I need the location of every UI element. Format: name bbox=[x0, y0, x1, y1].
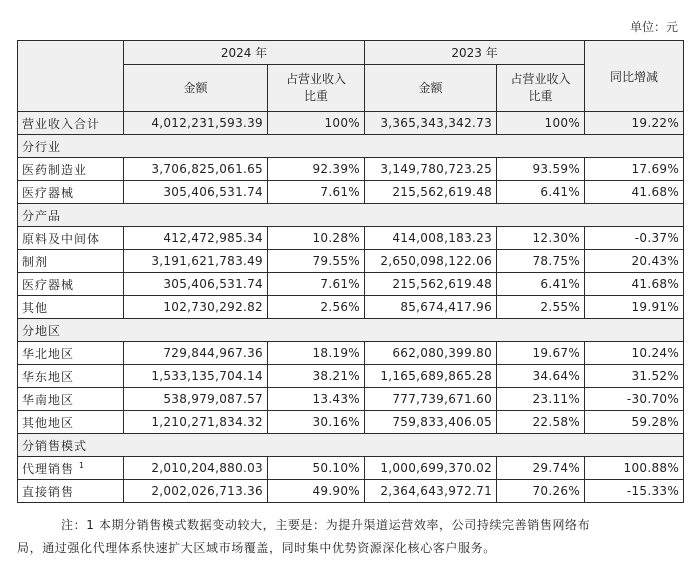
row-label: 原料及中间体 bbox=[22, 231, 101, 246]
row-label-cell bbox=[18, 181, 124, 204]
row-label-cell bbox=[18, 457, 124, 480]
table-row bbox=[18, 273, 684, 296]
table-row bbox=[18, 411, 684, 434]
yoy-cell: 17.69% bbox=[585, 158, 684, 181]
share-2024-cell: 7.61% bbox=[268, 273, 365, 296]
amount-2024-cell: 2,002,026,713.36 bbox=[124, 480, 268, 503]
total-row bbox=[18, 112, 684, 135]
amount-2023-cell: 2,650,098,122.06 bbox=[365, 250, 497, 273]
amount-2024-cell: 3,191,621,783.49 bbox=[124, 250, 268, 273]
amount-2023-cell: 85,674,417.96 bbox=[365, 296, 497, 319]
row-label-cell bbox=[18, 296, 124, 319]
amount-2023-cell: 2,364,643,972.71 bbox=[365, 480, 497, 503]
share-2024-cell: 18.19% bbox=[268, 342, 365, 365]
row-label-cell bbox=[18, 250, 124, 273]
footnote-marker: 1 bbox=[78, 460, 85, 470]
share-2023-cell: 23.11% bbox=[497, 388, 585, 411]
share-2023-cell: 2.55% bbox=[497, 296, 585, 319]
yoy-cell: 100.88% bbox=[585, 457, 684, 480]
share-2023-cell: 6.41% bbox=[497, 181, 585, 204]
row-label: 医疗器械 bbox=[22, 185, 75, 200]
row-label: 其他 bbox=[22, 300, 49, 315]
header-share-2024: 占营业收入比重 bbox=[268, 65, 365, 112]
share-2023-cell: 78.75% bbox=[497, 250, 585, 273]
amount-2023-cell: 1,165,689,865.28 bbox=[365, 365, 497, 388]
amount-2023-cell: 414,008,183.23 bbox=[365, 227, 497, 250]
section-title: 分销售模式 bbox=[18, 434, 684, 457]
footnote-line-1: 注：1 本期分销售模式数据变动较大，主要是：为提升渠道运营效率，公司持续完善销售网络布 bbox=[61, 518, 591, 532]
yoy-cell: 19.22% bbox=[585, 112, 684, 135]
row-label-cell bbox=[18, 273, 124, 296]
revenue-breakdown-table bbox=[17, 40, 684, 503]
share-2024-cell: 100% bbox=[268, 112, 365, 135]
yoy-cell: 31.52% bbox=[585, 365, 684, 388]
share-2024-cell: 50.10% bbox=[268, 457, 365, 480]
table-body bbox=[18, 112, 684, 503]
share-2024-cell: 10.28% bbox=[268, 227, 365, 250]
row-label: 华东地区 bbox=[22, 369, 75, 384]
amount-2024-cell: 305,406,531.74 bbox=[124, 273, 268, 296]
amount-2023-cell: 1,000,699,370.02 bbox=[365, 457, 497, 480]
share-2024-cell: 38.21% bbox=[268, 365, 365, 388]
row-label: 代理销售 bbox=[22, 461, 75, 476]
amount-2024-cell: 1,210,271,834.32 bbox=[124, 411, 268, 434]
row-label: 医疗器械 bbox=[22, 277, 75, 292]
table-row bbox=[18, 181, 684, 204]
yoy-cell: 19.91% bbox=[585, 296, 684, 319]
row-label: 制剂 bbox=[22, 254, 49, 269]
table-row bbox=[18, 388, 684, 411]
header-amount-2024: 金额 bbox=[124, 65, 268, 112]
yoy-cell: 41.68% bbox=[585, 181, 684, 204]
header-share-2023: 占营业收入比重 bbox=[497, 65, 585, 112]
row-label: 医药制造业 bbox=[22, 162, 88, 177]
header-amount-2023: 金额 bbox=[365, 65, 497, 112]
amount-2023-cell: 662,080,399.80 bbox=[365, 342, 497, 365]
yoy-cell: 41.68% bbox=[585, 273, 684, 296]
table-row bbox=[18, 227, 684, 250]
section-header-row bbox=[18, 204, 684, 227]
share-2023-cell: 93.59% bbox=[497, 158, 585, 181]
amount-2024-cell: 538,979,087.57 bbox=[124, 388, 268, 411]
share-2023-cell: 70.26% bbox=[497, 480, 585, 503]
row-label: 华南地区 bbox=[22, 392, 75, 407]
header-year-2023: 2023 年 bbox=[365, 41, 585, 65]
share-2023-cell: 34.64% bbox=[497, 365, 585, 388]
row-label-cell bbox=[18, 365, 124, 388]
amount-2024-cell: 729,844,967.36 bbox=[124, 342, 268, 365]
table-row bbox=[18, 480, 684, 503]
row-label-cell bbox=[18, 227, 124, 250]
share-2023-cell: 19.67% bbox=[497, 342, 585, 365]
section-title: 分产品 bbox=[18, 204, 684, 227]
header-blank-cell bbox=[18, 41, 124, 112]
row-label-cell bbox=[18, 411, 124, 434]
section-title: 分行业 bbox=[18, 135, 684, 158]
share-2024-cell: 92.39% bbox=[268, 158, 365, 181]
header-row-years bbox=[18, 41, 684, 65]
row-label: 营业收入合计 bbox=[18, 112, 124, 135]
yoy-cell: 59.28% bbox=[585, 411, 684, 434]
share-2023-cell: 29.74% bbox=[497, 457, 585, 480]
amount-2024-cell: 412,472,985.34 bbox=[124, 227, 268, 250]
amount-2024-cell: 4,012,231,593.39 bbox=[124, 112, 268, 135]
share-2023-cell: 22.58% bbox=[497, 411, 585, 434]
row-label-cell bbox=[18, 158, 124, 181]
row-label-cell bbox=[18, 480, 124, 503]
amount-2024-cell: 3,706,825,061.65 bbox=[124, 158, 268, 181]
share-2023-cell: 6.41% bbox=[497, 273, 585, 296]
section-title: 分地区 bbox=[18, 319, 684, 342]
amount-2023-cell: 759,833,406.05 bbox=[365, 411, 497, 434]
footnote-line-2: 局，通过强化代理体系快速扩大区域市场覆盖，同时集中优势资源深化核心客户服务。 bbox=[17, 541, 496, 555]
amount-2023-cell: 215,562,619.48 bbox=[365, 273, 497, 296]
row-label: 直接销售 bbox=[22, 484, 75, 499]
amount-2023-cell: 3,365,343,342.73 bbox=[365, 112, 497, 135]
yoy-cell: 20.43% bbox=[585, 250, 684, 273]
amount-2023-cell: 777,739,671.60 bbox=[365, 388, 497, 411]
amount-2024-cell: 102,730,292.82 bbox=[124, 296, 268, 319]
section-header-row bbox=[18, 319, 684, 342]
header-yoy: 同比增减 bbox=[585, 41, 684, 112]
row-label-cell bbox=[18, 388, 124, 411]
share-2023-cell: 12.30% bbox=[497, 227, 585, 250]
amount-2024-cell: 1,533,135,704.14 bbox=[124, 365, 268, 388]
row-label: 其他地区 bbox=[22, 415, 75, 430]
unit-label: 单位：元 bbox=[629, 20, 678, 34]
yoy-cell: 10.24% bbox=[585, 342, 684, 365]
table-row bbox=[18, 250, 684, 273]
share-2024-cell: 13.43% bbox=[268, 388, 365, 411]
table-row bbox=[18, 365, 684, 388]
section-header-row bbox=[18, 135, 684, 158]
footnote bbox=[17, 514, 683, 560]
yoy-cell: -15.33% bbox=[585, 480, 684, 503]
amount-2024-cell: 2,010,204,880.03 bbox=[124, 457, 268, 480]
amount-2024-cell: 305,406,531.74 bbox=[124, 181, 268, 204]
share-2024-cell: 2.56% bbox=[268, 296, 365, 319]
yoy-cell: -0.37% bbox=[585, 227, 684, 250]
share-2024-cell: 79.55% bbox=[268, 250, 365, 273]
table-row bbox=[18, 457, 684, 480]
amount-2023-cell: 215,562,619.48 bbox=[365, 181, 497, 204]
yoy-cell: -30.70% bbox=[585, 388, 684, 411]
share-2024-cell: 30.16% bbox=[268, 411, 365, 434]
row-label-cell bbox=[18, 342, 124, 365]
share-2024-cell: 49.90% bbox=[268, 480, 365, 503]
row-label: 华北地区 bbox=[22, 346, 75, 361]
share-2024-cell: 7.61% bbox=[268, 181, 365, 204]
amount-2023-cell: 3,149,780,723.25 bbox=[365, 158, 497, 181]
header-year-2024: 2024 年 bbox=[124, 41, 365, 65]
table-row bbox=[18, 296, 684, 319]
table-row bbox=[18, 342, 684, 365]
section-header-row bbox=[18, 434, 684, 457]
table-row bbox=[18, 158, 684, 181]
share-2023-cell: 100% bbox=[497, 112, 585, 135]
